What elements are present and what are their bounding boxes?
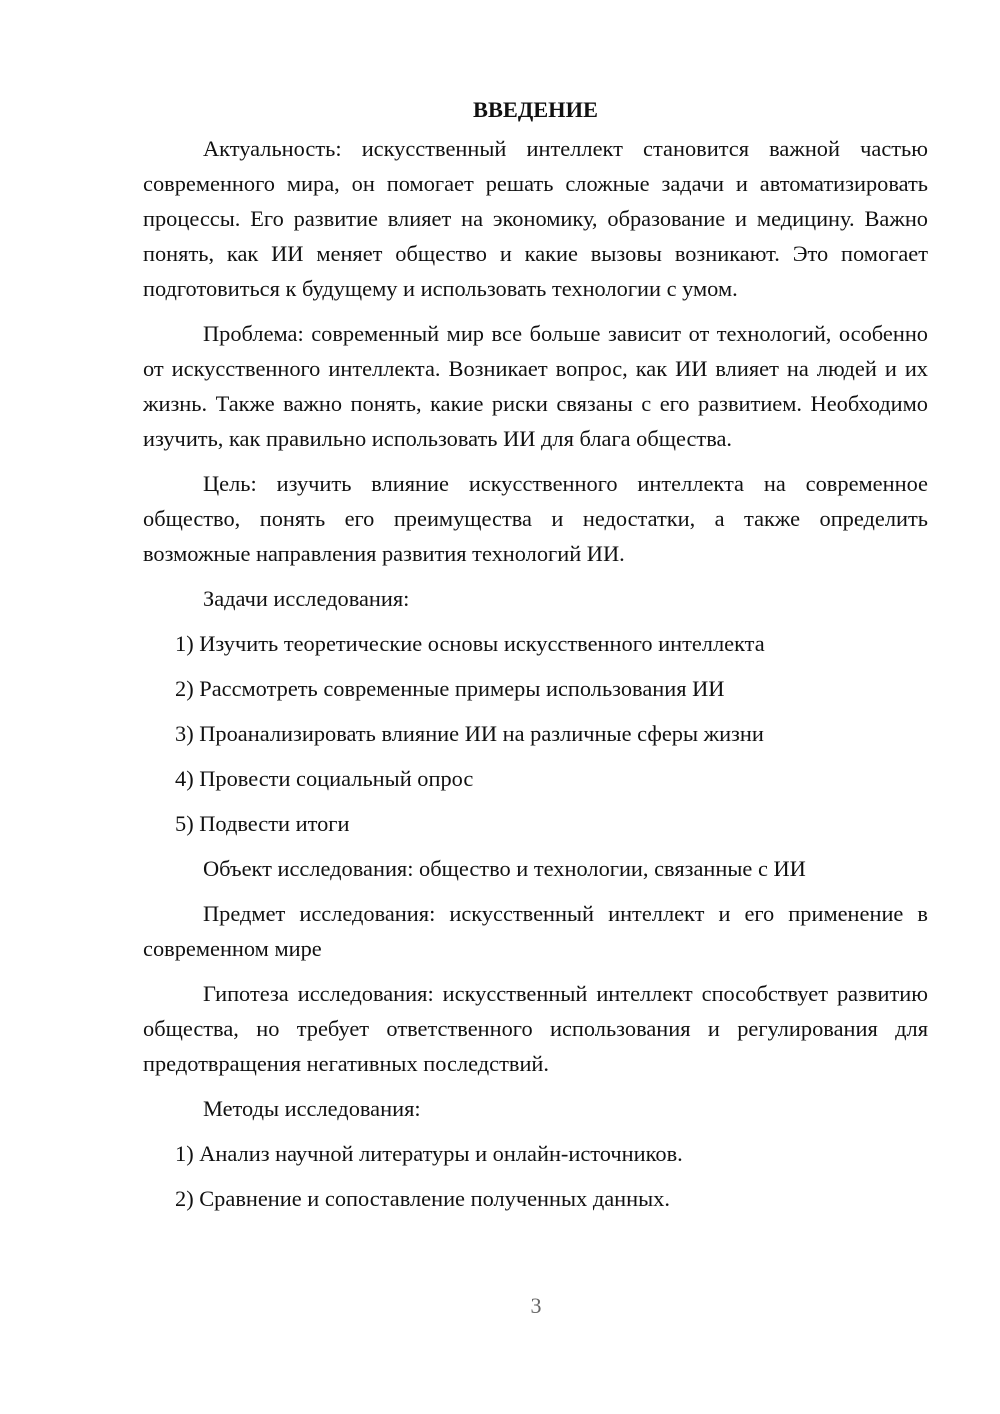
relevance-paragraph: Актуальность: искусственный интеллект становится важной частью современного мира, он помогает решать сложные задачи и автоматизировать процессы. Его развитие влияет на экономику, образование и медицину. Важно понять, как ИИ меняет общество и какие вызовы возникают. Это помогает подготовиться к будущему и использовать технологии с умом. <box>143 136 928 301</box>
object-paragraph: Объект исследования: общество и технологии, связанные с ИИ <box>203 856 806 881</box>
subject-paragraph: Предмет исследования: искусственный интеллект и его применение в современном мире <box>143 901 928 961</box>
hypothesis-paragraph: Гипотеза исследования: искусственный интеллект способствует развитию общества, но требует ответственного использования и регулирования для предотвращения негативных последствий. <box>143 981 928 1076</box>
tasks-heading: Задачи исследования: <box>203 586 410 611</box>
page-number: 3 <box>530 1293 542 1318</box>
list-item: 4) Провести социальный опрос <box>175 766 474 791</box>
tasks-list <box>143 626 928 841</box>
page-content <box>143 92 928 1226</box>
list-item: 1) Анализ научной литературы и онлайн-источников. <box>175 1141 683 1166</box>
list-item: 2) Рассмотреть современные примеры использования ИИ <box>175 676 725 701</box>
goal-paragraph: Цель: изучить влияние искусственного интеллекта на современное общество, понять его преимущества и недостатки, а также определить возможные направления развития технологий ИИ. <box>143 471 928 566</box>
list-item: 2) Сравнение и сопоставление полученных данных. <box>175 1186 670 1211</box>
methods-list <box>143 1136 928 1216</box>
list-item: 5) Подвести итоги <box>175 811 350 836</box>
problem-paragraph: Проблема: современный мир все больше зависит от технологий, особенно от искусственного интеллекта. Возникает вопрос, как ИИ влияет на людей и их жизнь. Также важно понять, какие риски связаны с его развитием. Необходимо изучить, как правильно использовать ИИ для блага общества. <box>143 321 928 451</box>
section-title: ВВЕДЕНИЕ <box>473 97 598 122</box>
methods-heading: Методы исследования: <box>203 1096 421 1121</box>
list-item: 1) Изучить теоретические основы искусственного интеллекта <box>175 631 765 656</box>
list-item: 3) Проанализировать влияние ИИ на различные сферы жизни <box>175 721 764 746</box>
